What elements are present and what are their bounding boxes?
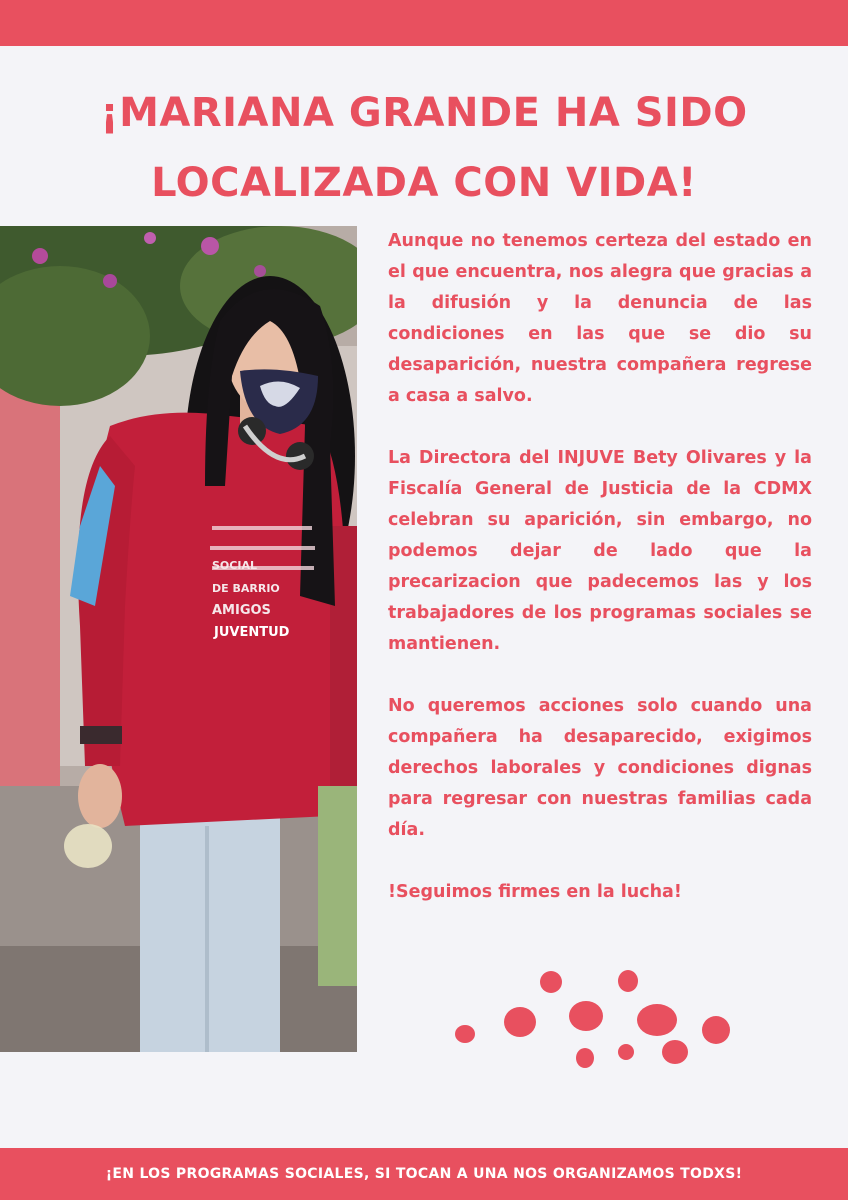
dot (637, 1004, 677, 1036)
headline-line-2: LOCALIZADA CON VIDA! (151, 160, 697, 206)
dot (618, 1044, 634, 1060)
statement-text (388, 226, 812, 939)
dot (540, 971, 562, 993)
shirt-print-social: SOCIAL (212, 559, 257, 572)
dot (662, 1040, 688, 1064)
closing-line: !Seguimos firmes en la lucha! (388, 882, 682, 902)
paragraph-3: No queremos acciones solo cuando una compañera ha desaparecido, exigimos derechos laborales y condiciones dignas para regresar con nuestras familias cada día. (388, 696, 812, 840)
dot (618, 970, 638, 992)
shirt-print-juventud: JUVENTUD (214, 625, 290, 640)
shirt-print-barrio: DE BARRIO (212, 582, 280, 595)
woman-photo (0, 226, 357, 1052)
dot (576, 1048, 594, 1068)
footer-slogan: ¡EN LOS PROGRAMAS SOCIALES, SI TOCAN A UNA NOS ORGANIZAMOS TODXS! (105, 1166, 743, 1182)
shirt-print-amigos: AMIGOS (212, 603, 271, 618)
headline-line-1: ¡MARIANA GRANDE HA SIDO (100, 90, 748, 136)
dot (455, 1025, 475, 1043)
paragraph-1: Aunque no tenemos certeza del estado en el que encuentra, nos alegra que gracias a la difusión y la denuncia de las condiciones en las que se dio su desaparición, nuestra compañera regrese a casa a salvo. (388, 231, 812, 406)
top-banner-bar (0, 0, 848, 46)
decorative-dots (440, 960, 760, 1080)
footer-banner (0, 1148, 848, 1200)
headline (0, 78, 848, 218)
dot (504, 1007, 536, 1037)
dot (702, 1016, 730, 1044)
paragraph-2: La Directora del INJUVE Bety Olivares y la Fiscalía General de Justicia de la CDMX celebran su aparición, sin embargo, no podemos dejar de lado que la precarizacion que padecemos las y los trabajadores de los programas sociales se mantienen. (388, 448, 812, 654)
dot (569, 1001, 603, 1031)
